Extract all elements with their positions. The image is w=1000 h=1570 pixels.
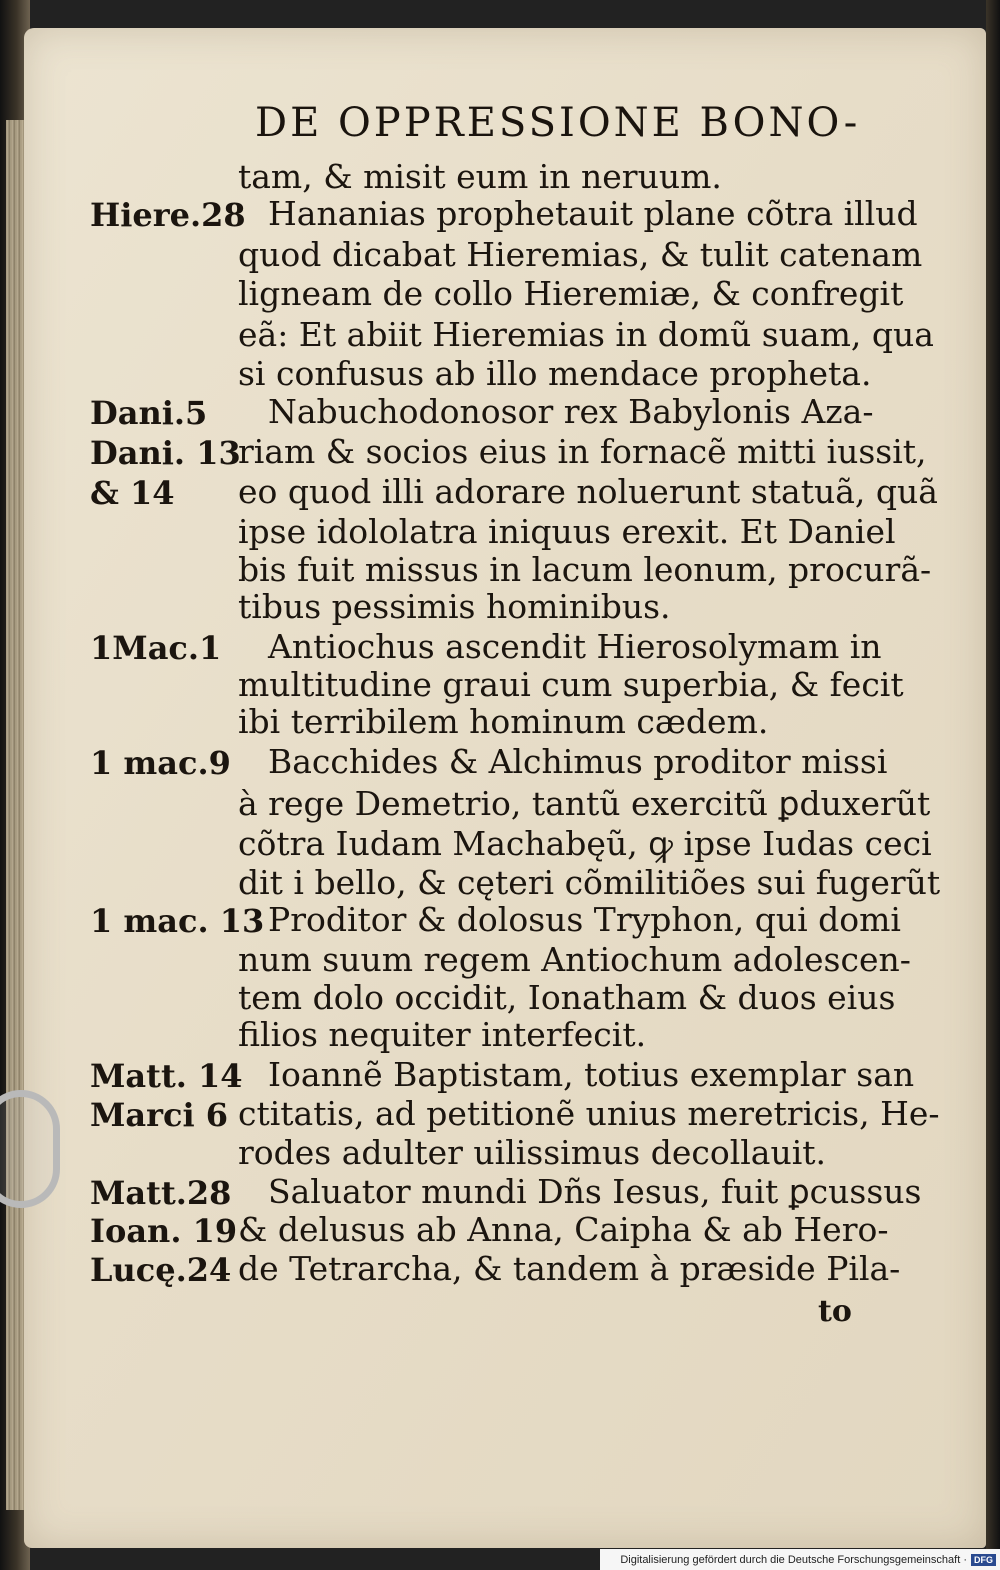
right-edge-shadow — [986, 0, 1000, 1570]
body-line: si confusus ab illo mendace propheta. — [238, 354, 872, 393]
margin-note: Matt. 14 — [90, 1057, 243, 1095]
body-line: ctitatis, ad petitionẽ unius meretricis, He- — [238, 1094, 940, 1133]
body-line: tam, & misit eum in neruum. — [238, 157, 722, 196]
body-line: eo quod illi adorare noluerunt statuã, quã — [238, 472, 938, 511]
margin-note: 1 mac.9 — [90, 744, 231, 782]
margin-note: Dani.5 — [90, 394, 208, 432]
running-head: DE OPPRESSIONE BONO- — [255, 100, 861, 146]
body-line: ligneam de collo Hieremiæ, & confregit — [238, 274, 904, 313]
body-line: ibi terribilem hominum cædem. — [238, 702, 769, 741]
margin-note: Lucę.24 — [90, 1251, 232, 1289]
digitization-footer — [600, 1549, 1000, 1570]
body-line: tibus pessimis hominibus. — [238, 587, 671, 626]
body-line: quod dicabat Hieremias, & tulit catenam — [238, 235, 923, 274]
margin-note: Hiere.28 — [90, 196, 246, 234]
body-line: eã: Et abiit Hieremias in domũ suam, qua — [238, 315, 934, 354]
body-line: filios nequiter interfecit. — [238, 1015, 647, 1054]
margin-note: Marci 6 — [90, 1096, 229, 1134]
body-line: Hananias prophetauit plane cõtra illud — [268, 194, 918, 233]
body-line: Proditor & dolosus Tryphon, qui domi — [268, 900, 901, 939]
dfg-logo: DFG — [971, 1554, 996, 1566]
margin-note: Ioan. 19 — [90, 1212, 238, 1250]
body-line: bis fuit missus in lacum leonum, procurã- — [238, 550, 932, 589]
body-line: tem dolo occidit, Ionatham & duos eius — [238, 978, 896, 1017]
margin-note: Matt.28 — [90, 1174, 232, 1212]
body-line: riam & socios eius in fornacẽ mitti iussit, — [238, 432, 927, 471]
body-line: Nabuchodonosor rex Babylonis Aza- — [268, 392, 874, 431]
body-line: dit i bello, & cęteri cõmilitiões sui fugerũt — [238, 863, 941, 902]
body-line: ipse idololatra iniquus erexit. Et Daniel — [238, 512, 896, 551]
body-line: num suum regem Antiochum adolescen- — [238, 940, 911, 979]
funding-credit: Digitalisierung gefördert durch die Deutsche Forschungsgemeinschaft · — [620, 1553, 967, 1566]
body-line: à rege Demetrio, tantũ exercitũ ꝑduxerũt — [238, 784, 931, 823]
body-line: Ioannẽ Baptistam, totius exemplar san — [268, 1055, 915, 1094]
margin-note: & 14 — [90, 474, 175, 512]
body-line: cõtra Iudam Machabęũ, ꝙ ipse Iudas ceci — [238, 824, 932, 863]
body-line: Saluator mundi Dñs Iesus, fuit ꝑcussus — [268, 1172, 922, 1211]
binder-clip — [0, 1090, 60, 1208]
body-line: Antiochus ascendit Hierosolymam in — [268, 627, 882, 666]
body-line: de Tetrarcha, & tandem à præside Pila- — [238, 1249, 901, 1288]
body-line: Bacchides & Alchimus proditor missi — [268, 742, 888, 781]
catchword: to — [818, 1294, 852, 1329]
body-line: rodes adulter uilissimus decollauit. — [238, 1133, 827, 1172]
margin-note: Dani. 13 — [90, 434, 241, 472]
margin-note: 1 mac. 13 — [90, 902, 265, 940]
body-line: & delusus ab Anna, Caipha & ab Hero- — [238, 1210, 889, 1249]
margin-note: 1Mac.1 — [90, 629, 222, 667]
body-line: multitudine graui cum superbia, & fecit — [238, 665, 904, 704]
